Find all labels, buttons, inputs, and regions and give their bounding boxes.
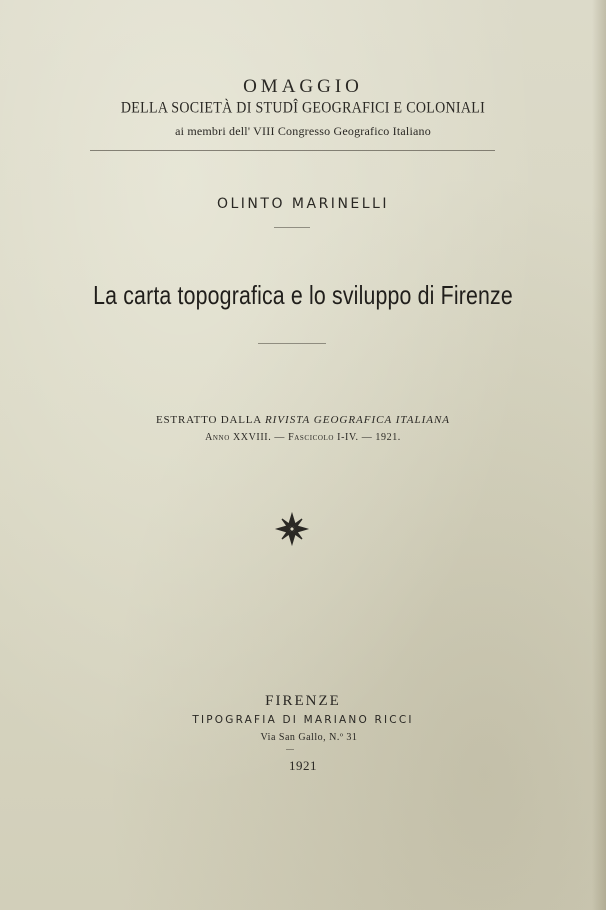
issue-line: Anno XXVIII. — Fascicolo I-IV. — 1921. <box>205 432 401 443</box>
floral-star-icon <box>272 510 312 548</box>
imprint-divider <box>286 749 294 750</box>
author-divider <box>274 227 310 228</box>
extract-line <box>0 414 606 426</box>
author-name: OLINTO MARINELLI <box>216 196 389 212</box>
omaggio-heading: OMAGGIO <box>243 76 363 97</box>
document-title: La carta topografica e lo sviluppo di Firenze <box>93 280 513 310</box>
congress-line: ai membri dell' VIII Congresso Geografico Italiano <box>175 124 431 138</box>
title-divider <box>258 343 326 344</box>
imprint-year: 1921 <box>289 758 317 773</box>
extract-prefix: ESTRATTO DALLA <box>155 414 265 426</box>
imprint-printer: TIPOGRAFIA DI MARIANO RICCI <box>192 714 414 726</box>
header-divider <box>90 150 495 151</box>
imprint-address: Via San Gallo, N.º 31 <box>260 732 358 743</box>
society-line: DELLA SOCIETÀ DI STUDÎ GEOGRAFICI E COLONIALI <box>120 100 486 117</box>
imprint-city: FIRENZE <box>265 693 341 709</box>
journal-name: RIVISTA GEOGRAFICA ITALIANA <box>264 414 451 426</box>
